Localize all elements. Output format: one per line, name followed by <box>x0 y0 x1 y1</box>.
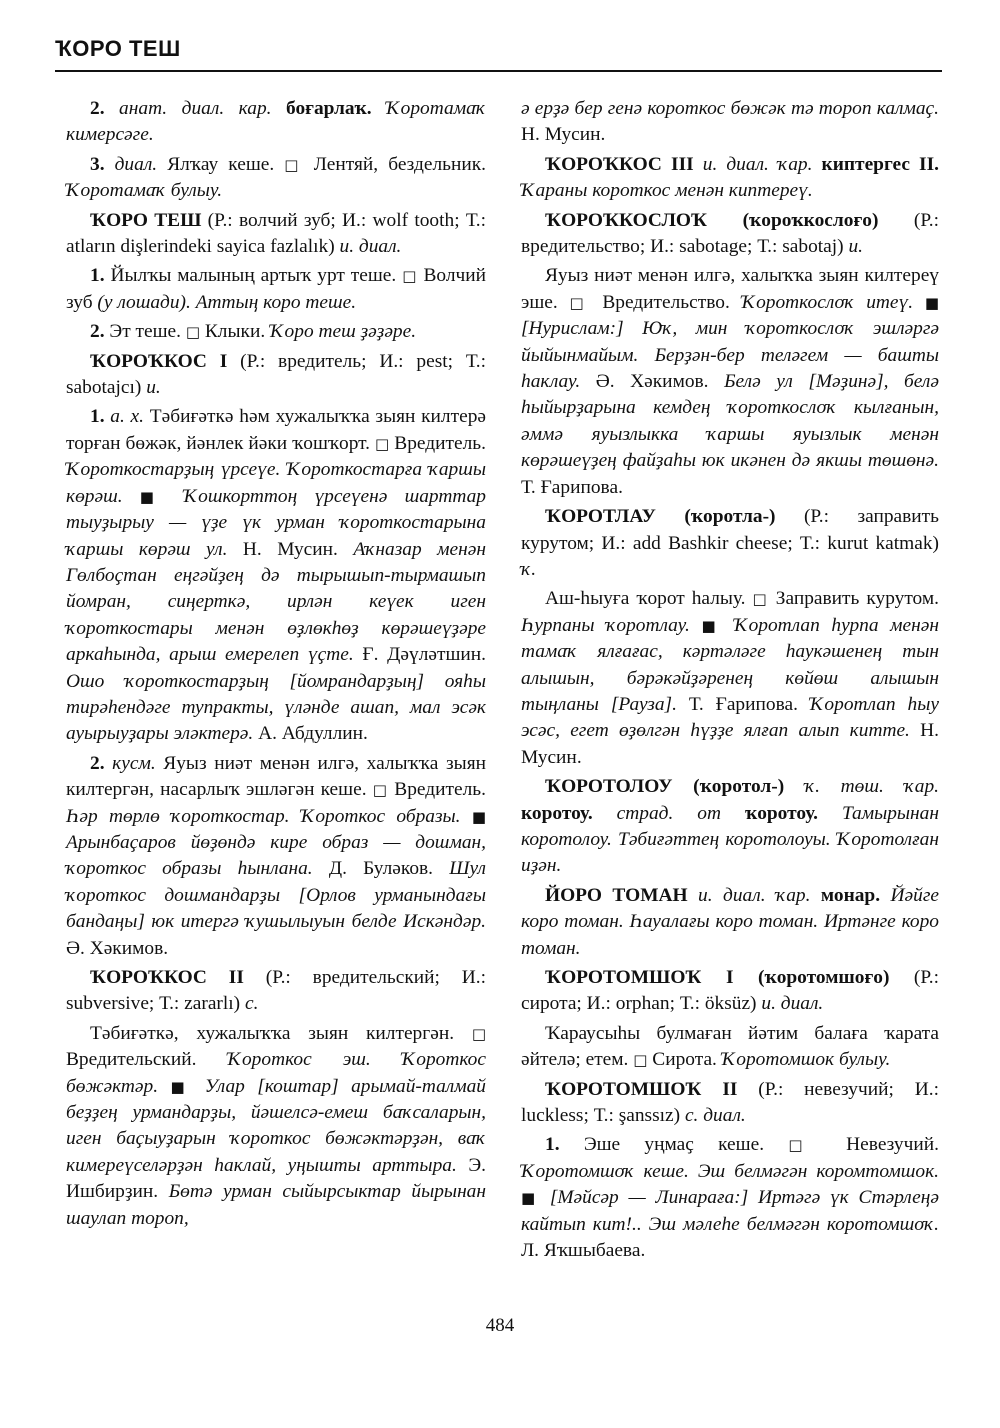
example-marker-icon: ■ <box>521 1189 541 1208</box>
translation-marker-icon: □ <box>752 590 769 609</box>
entry-paragraph: ҠОРОТОЛОУ (ҡоротол-) ҡ. төш. ҡар. коротоу. страд. от ҡоротоу. Тамырынан коротолоу. Тәбиғәттең коротолоуы. Ҡоротолған иҙән. <box>521 776 940 877</box>
translation-marker-icon: □ <box>284 155 304 174</box>
continued-example: ә ерҙә бер генә короткос бөжәк тә тороп калмаҫ. Н. Мусин. <box>521 98 939 146</box>
entry-paragraph: ҠОРО ТЕШ (Р.: волчий зуб; И.: wolf tooth; Т.: atların dişlerindeki sayica fazlalık) и. диал. <box>66 209 486 258</box>
left-column <box>66 96 486 1235</box>
example-marker-icon: ■ <box>170 1077 193 1096</box>
header-rule <box>55 70 942 72</box>
example-marker-icon: ■ <box>139 487 167 506</box>
running-head: ҠОРО ТЕШ <box>55 36 181 61</box>
headword: ҠОРО ТЕШ <box>90 209 202 231</box>
definition-paragraph: Яуыз ниәт менән илгә, халыҡҡа зыян килтереү эше. □ Вредительство. Ҡороткослоҡ итеү. ■ [Нурислам:] Юҡ, мин ҡороткослоҡ эшләргә йыйынмайым. Берҙән-бер теләгем — башты һаклау. Ә. Хәкимов. Белә ул [Мәҙинә], белә һыйырҙарына кемдең ҡороткослоҡ кылғанын, әммә яуызлыкка ҡаршы яуызлык менән көрәшеүҙең файҙаһы юк икәнен дә якшы төшөнә. Т. Ғарипова. <box>521 265 939 498</box>
right-column <box>521 96 939 1267</box>
sense-paragraph: 2. Эт теше. □ Клыки. Ҡоро теш ҙәҙәре. <box>90 321 417 343</box>
sense-paragraph: 3. диал. Ялҡау кеше. □ Лентяй, бездельник. Ҡоротамаҡ булыу. <box>66 153 486 202</box>
translation-marker-icon: □ <box>471 1024 486 1043</box>
translation-marker-icon: □ <box>633 1051 648 1070</box>
sense-paragraph: 1. Эше уңмаҫ кеше. □ Невезучий. Ҡоротомшоҡ кеше. Эш белмәгән коромтомшок. ■ [Мәйсәр — Линараға:] Иртәгә үк Стәрлеңә кайтып кит!.. Эш мәлеһе белмәгән коротомшоҡ. Л. Яҡшыбаева. <box>521 1134 939 1262</box>
sense-paragraph: 1. Йылҡы малының артыҡ урт теше. □ Волчий зуб (у лошади). Аттың коро теше. <box>66 265 487 313</box>
headword: ҠОРОҠКОСЛОҠ <box>545 209 708 231</box>
translation-marker-icon: □ <box>372 781 389 800</box>
entry-paragraph: ҠОРОҠКОС II (Р.: вредительский; И.: subversive; Т.: zararlı) с. <box>66 967 486 1015</box>
translation-marker-icon: □ <box>375 434 390 453</box>
sense-paragraph: 2. кусм. Яуыз ниәт менән илгә, халыҡҡа зыян килтергән, насарлыҡ эшләгән кеше. □ Вредитель. Һәр төрлө ҡороткостар. Ҡороткос образы. ■ Арынбаҫаров йөҙөндә кире образ — дошман, ҡороткос образы һынлана. Д. Буләков. Шул ҡороткос дошмандарҙы [Орлов урманындағы бандаңы] юк итергә ҡушылыуын белде Искәндәр. Ә. Хәкимов. <box>66 752 487 959</box>
headword: ҠОРОТОЛОУ <box>545 776 673 798</box>
translation-marker-icon: □ <box>569 293 591 312</box>
sense-paragraph: 2. анат. диал. кар. боғарлаҡ. Ҡоротамаҡ кимерсәге. <box>66 98 486 146</box>
headword: ҠОРОТОМШОҠ II <box>545 1078 738 1100</box>
entry-paragraph: ҠОРОТЛАУ (ҡоротла-) (Р.: заправить курутом; И.: add Bashkir cheese; Т.: kurut katmak) ҡ. <box>521 506 939 580</box>
entry-paragraph: ҠОРОҠКОС I (Р.: вредитель; И.: pest; Т.: sabotajcı) и. <box>66 350 486 399</box>
example-marker-icon: ■ <box>701 616 723 635</box>
entry-paragraph: ҠОРОҠКОСЛОҠ (ҡороҡкослоғо) (Р.: вредительство; И.: sabotage; Т.: sabotaj) и. <box>521 209 939 258</box>
sense-paragraph: 1. а. х. Тәбиғәткә һәм хужалыҡҡа зыян килтерә торған бөжәк, йәнлек йәки ҡошҡорт. □ Вредитель. Ҡороткостарҙың үрсеүе. Ҡороткостарға ҡаршы көрәш. ■ Ҡошкорттоң үрсеүенә шарттар тыуҙырыу — үҙе үк урман ҡороткостарына ҡаршы көрәш ул. Н. Мусин. Аҡназар менән Гөлбоҫтан еңгәйҙең дә тырышып-тырмашып йомран, сиңерткә, ирлән кеүек иген ҡороткостары менән өҙлөкһөҙ көрәшеүҙәре аркаһында, арыш емерелеп үҫте. Ғ. Дәүләтшин. Ошо ҡороткостарҙың [йомрандарҙың] ояһы тирәһендәге тупракты, үләнде ашап, мал эсәк ауырыуҙары эләктерә. А. Абдуллин. <box>66 406 486 745</box>
translation-marker-icon: □ <box>185 323 201 342</box>
entry-paragraph: ЙОРО ТОМАН и. диал. ҡар. монар. Йәйге коро томан. Һауалағы коро томан. Иртәнге коро томан. <box>521 884 940 959</box>
headword: ҠОРОТЛАУ <box>545 506 656 528</box>
entry-paragraph: ҠОРОҠКОС III и. диал. ҡар. киптергес II. Ҡараны короткос менән киптереү. <box>521 153 939 202</box>
definition-paragraph: Ҡараусыһы булмаған йәтим балаға ҡарата әйтелә; етем. □ Сирота. Ҡоротомшок булыу. <box>521 1022 939 1071</box>
headword: ЙОРО ТОМАН <box>545 884 688 906</box>
page-number: 484 <box>485 1315 515 1336</box>
translation-marker-icon: □ <box>788 1136 822 1155</box>
entry-paragraph: ҠОРОТОМШОҠ I (ҡоротомшоғо) (Р.: сирота; И.: orphan; Т.: öksüz) и. диал. <box>521 967 939 1015</box>
translation-marker-icon: □ <box>402 267 418 286</box>
headword: ҠОРОТОМШОҠ I <box>545 967 734 988</box>
headword: ҠОРОҠКОС III <box>545 153 694 175</box>
entry-paragraph: ҠОРОТОМШОҠ II (Р.: невезучий; И.: luckless; Т.: şanssız) с. диал. <box>521 1078 939 1127</box>
example-marker-icon: ■ <box>924 293 939 312</box>
headword: ҠОРОҠКОС II <box>90 967 244 988</box>
definition-paragraph: Тәбиғәткә, хужалыҡҡа зыян килтергән. □ Вредительский. Ҡороткос эш. Ҡороткос бөжәктәр. ■ Улар [коштар] арымай-талмай беҙҙең урмандарҙы, йәшелсә-емеш баҡсаларын, иген баҫыуҙарын ҡороткос бөжәктәрҙән, ваҡ кимереүселәрҙән һаклай, уңышты арттыра. Э. Ишбирҙин. Бөтә урман сыйырсыктар йырынан шаулап тороп, <box>66 1022 487 1229</box>
example-marker-icon: ■ <box>471 807 486 826</box>
definition-paragraph: Аш-һыуға ҡорот һалыу. □ Заправить курутом. Һурпаны ҡоротлау. ■ Ҡоротлап һурпа менән тамаҡ ялғағас, кәртәләге һаукәшенең тын алышын, бәрәкәйҙәренең көйөш алышын тыңланы [Рауза]. Т. Ғарипова. Ҡоротлап һыу эсәс, егет өҙөлгән һүҙҙе ялғап алып китте. Н. Мусин. <box>521 588 939 768</box>
headword: ҠОРОҠКОС I <box>90 350 228 372</box>
